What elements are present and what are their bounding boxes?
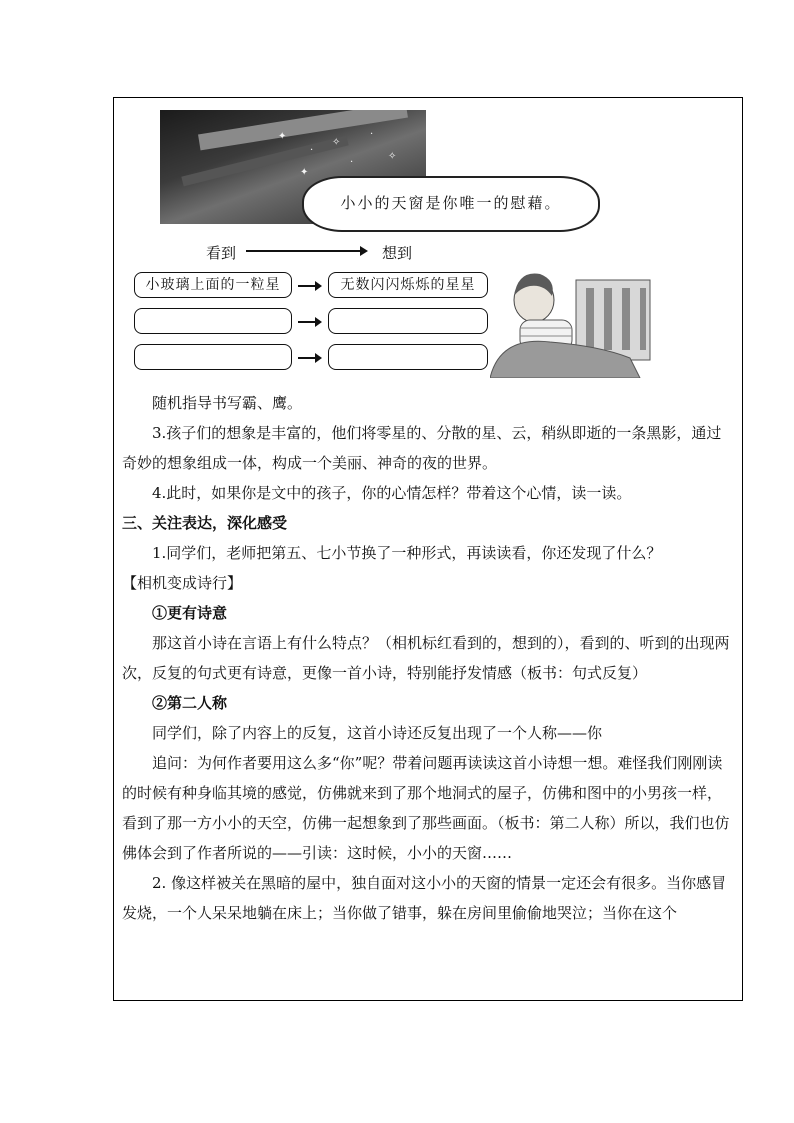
paragraph: 随机指导书写霸、鹰。	[152, 394, 303, 412]
lesson-text	[122, 388, 736, 928]
paragraph: 1.同学们，老师把第五、七小节换了一种形式，再读读看，你还发现了什么？	[152, 544, 662, 562]
star-icon: ·	[310, 145, 314, 156]
star-icon: ·	[350, 157, 354, 168]
star-icon: ✦	[278, 131, 287, 142]
see-box	[134, 308, 292, 334]
see-box	[134, 344, 292, 370]
paragraph: 3.孩子们的想象是丰富的，他们将零星的、分散的星、云，稍纵即逝的一条黑影，通过奇妙的想象组成一体，构成一个美丽、神奇的夜的世界。	[122, 424, 722, 472]
content-frame	[113, 97, 743, 1001]
speech-bubble-text: 小小的天窗是你唯一的慰藉。	[340, 194, 562, 212]
textbook-illustration	[132, 104, 662, 382]
paragraph: 4.此时，如果你是文中的孩子，你的心情怎样？带着这个心情，读一读。	[152, 484, 632, 502]
right-arrow-icon	[246, 250, 366, 252]
roof-beam	[198, 110, 408, 150]
paragraph: 那这首小诗在言语上有什么特点？（相机标红看到的，想到的），看到的、听到的出现两次，反复的句式更有诗意，更像一首小诗，特别能抒发情感（板书：句式反复）	[122, 634, 730, 682]
right-arrow-icon	[298, 321, 320, 323]
paragraph: 2. 像这样被关在黑暗的屋中，独自面对这小小的天窗的情景一定还会有很多。当你感冒发烧，一个人呆呆地躺在床上；当你做了错事，躲在房间里偷偷地哭泣；当你在这个	[122, 874, 727, 922]
section-heading: 三、关注表达，深化感受	[122, 514, 288, 532]
star-icon: ✦	[300, 167, 309, 178]
paragraph: 同学们，除了内容上的反复，这首小诗还反复出现了一个人称——你	[152, 724, 603, 742]
right-arrow-icon	[298, 285, 320, 287]
boy-in-bed-illustration	[490, 262, 660, 378]
think-box	[328, 344, 488, 370]
star-icon: ·	[370, 129, 374, 140]
sub-heading: ②第二人称	[152, 694, 228, 712]
see-box: 小玻璃上面的一粒星	[134, 272, 292, 298]
right-arrow-icon	[298, 357, 320, 359]
think-label: 想到	[382, 244, 413, 262]
sub-heading: ①更有诗意	[152, 604, 228, 622]
speech-bubble	[302, 176, 600, 232]
think-box: 无数闪闪烁烁的星星	[328, 272, 488, 298]
star-icon: ✧	[388, 151, 397, 162]
star-icon: ✧	[332, 137, 341, 148]
paragraph: 【相机变成诗行】	[122, 574, 243, 592]
think-box	[328, 308, 488, 334]
see-label: 看到	[206, 244, 237, 262]
paragraph: 追问：为何作者要用这么多“你”呢？带着问题再读读这首小诗想一想。难怪我们刚刚读的时候有种身临其境的感觉，仿佛就来到了那个地洞式的屋子，仿佛和图中的小男孩一样，看到了那一方小小的天空，仿佛一起想象到了那些画面。（板书：第二人称）所以，我们也仿佛体会到了作者所说的——引读：这时候，小小的天窗……	[122, 754, 730, 862]
